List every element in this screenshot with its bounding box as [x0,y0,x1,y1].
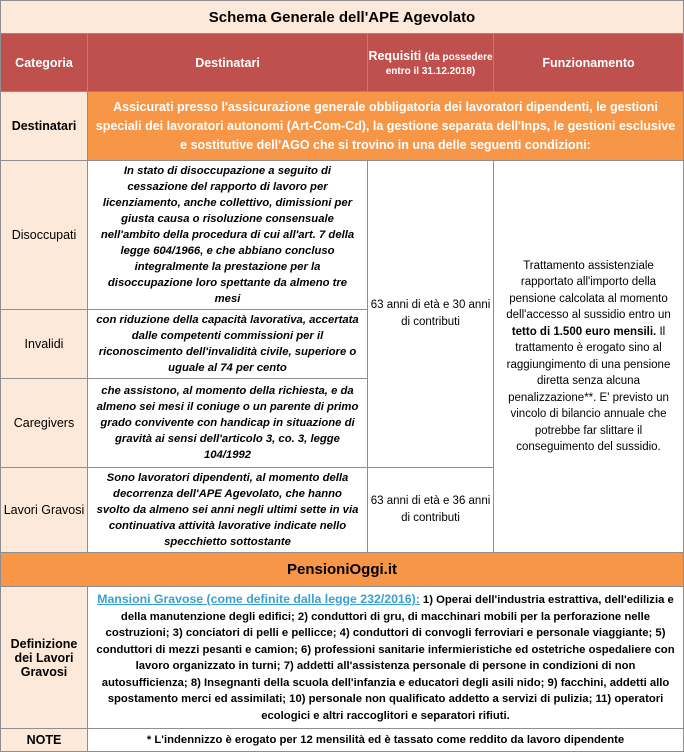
funzionamento-after: Il trattamento è erogato sino al raggiungimento di una pensione diretta senza alcuna penalizzazione**. E' previsto un vincolo di bilancio annuale che potrebbe far slittare il conseguimento del sussidio. [506,325,671,453]
desc-invalidi: con riduzione della capacità lavorativa, accertata dalle competenti commissioni per il riconoscimento dell'invalidità civile, superiore o uguale al 74 per cento [88,310,368,379]
desc-caregivers: che assistono, al momento della richiesta, e da almeno sei mesi il coniuge o un parente di primo grado convivente con handicap in situazione di gravità ai sensi dell'articolo 3, co. 3, legge 104/1992 [88,379,368,468]
requisiti-group-1: 63 anni di età e 30 anni di contributi [368,161,494,468]
category-lavori-gravosi: Lavori Gravosi [1,468,88,553]
page-title: Schema Generale dell'APE Agevolato [1,1,684,34]
note-row [1,729,684,752]
brand-row [1,553,684,587]
header-row [1,34,684,92]
title-row [1,1,684,34]
header-requisiti-note: (da possedere entro il 31.12.2018) [385,51,493,77]
header-funzionamento: Funzionamento [494,34,684,92]
funzionamento-bold: tetto di 1.500 euro mensili. [511,325,657,338]
header-requisiti-label: Requisiti [368,48,422,63]
category-caregivers: Caregivers [1,379,88,468]
destinatari-row [1,92,684,161]
funzionamento-before: Trattamento assistenziale rapportato all'importo della pensione calcolata al momento dell'accesso al sussidio entro un [506,259,671,321]
header-destinatari: Destinatari [88,34,368,92]
mansioni-list: 1) Operai dell'industria estrattiva, dell'edilizia e della manutenzione degli edifici; 2) conduttori di gru, di macchinari mobili per la perforazione nelle costruzioni; 3) conciatori di pelli e pellicce; 4) conduttori di convogli ferroviari e personale viaggiante; 5) conduttori di mezzi pesanti e camion; 6) professioni sanitarie infermieristiche ed ostetriche ospedaliere con lavoro organizzato in turni; 7) addetti all'assistenza personale di persone in condizioni di non autosufficienza; 8) Insegnanti della scuola dell'infanzia e educatori degli asili nido; 9) facchini, addetti allo spostamento merci ed assimilati; 10) personale non qualificato addetto a servizi di pulizia; 11) operatori ecologici e altri raccoglitori e separatori rifiuti. [96,594,675,722]
note-text: * L'indennizzo è erogato per 12 mensilità ed è tassato come reddito da lavoro dipendente [88,729,684,752]
brand-label: PensioniOggi.it [1,553,684,587]
category-disoccupati: Disoccupati [1,161,88,310]
header-requisiti [368,34,494,92]
header-categoria: Categoria [1,34,88,92]
mansioni-gravose-link[interactable]: Mansioni Gravose (come definite dalla legge 232/2016): [97,592,420,606]
destinatari-description: Assicurati presso l'assicurazione generale obbligatoria dei lavoratori dipendenti, le gestioni speciali dei lavoratori autonomi (Art-Com-Cd), la gestione separata dell'Inps, le gestioni esclusive e sostitutive dell'AGO che si trovino in una delle seguenti condizioni: [88,92,684,161]
requisiti-group-2: 63 anni di età e 36 anni di contributi [368,468,494,553]
desc-lavori-gravosi: Sono lavoratori dipendenti, al momento della decorrenza dell'APE Agevolato, che hanno svolto da almeno sei anni negli ultimi sette in via continuativa attività lavorative indicate nello specchietto sottostante [88,468,368,553]
row-disoccupati [1,161,684,310]
category-definizione: Definizione dei Lavori Gravosi [1,587,88,729]
definizione-row [1,587,684,729]
funzionamento-text [494,161,684,553]
definizione-text [88,587,684,729]
category-invalidi: Invalidi [1,310,88,379]
category-note: NOTE [1,729,88,752]
category-destinatari: Destinatari [1,92,88,161]
desc-disoccupati: In stato di disoccupazione a seguito di cessazione del rapporto di lavoro per licenziamento, anche collettivo, dimissioni per giusta causa o risoluzione consensuale nell'ambito della procedura di cui all'art. 7 della legge 604/1966, e che abbiano concluso integralmente la prestazione per la disoccupazione loro spettante da almeno tre mesi [88,161,368,310]
